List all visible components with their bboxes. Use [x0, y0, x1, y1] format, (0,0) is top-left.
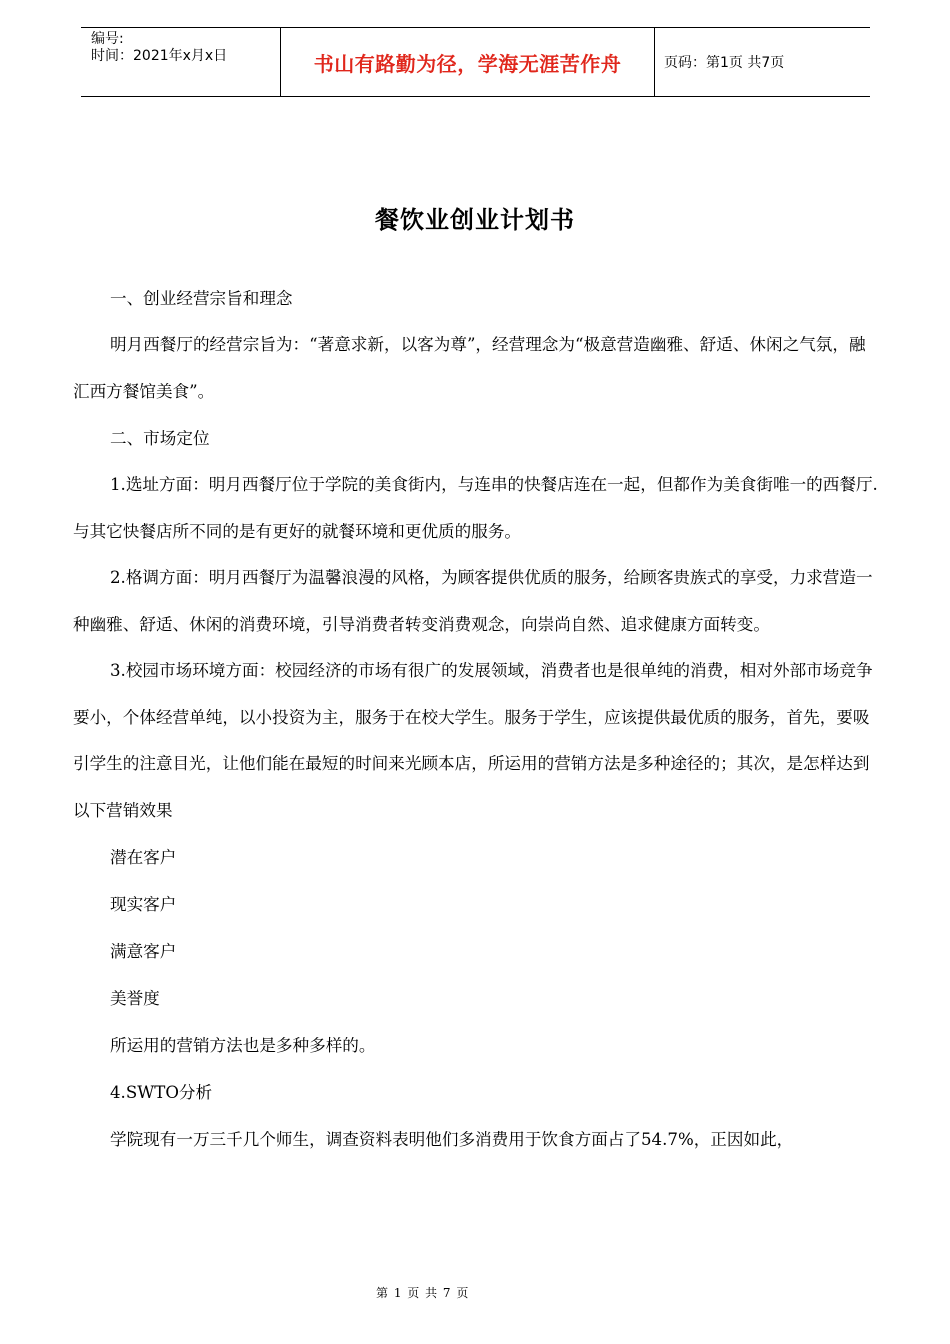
number-label: 编号:	[91, 31, 124, 47]
paragraph: 满意客户	[110, 942, 177, 961]
paragraph: 美誉度	[110, 989, 160, 1008]
paragraph: 一、创业经营宗旨和理念	[110, 289, 293, 308]
paragraph: 明月西餐厅的经营宗旨为：“著意求新，以客为尊”，经营理念为“极意营造幽雅、舒适、休闲之气氛，融汇西方餐馆美食”。	[73, 335, 866, 401]
header-meta	[81, 28, 281, 96]
paragraph: 3.校园市场环境方面：校园经济的市场有很广的发展领域，消费者也是很单纯的消费，相对外部市场竞争要小，个体经营单纯，以小投资为主，服务于在校大学生。服务于学生，应该提供最优质的服务，首先，要吸引学生的注意目光，让他们能在最短的时间来光顾本店，所运用的营销方法是多种途径的；其次，是怎样达到以下营销效果	[73, 661, 873, 820]
header-motto: 书山有路勤为径，学海无涯苦作舟	[281, 28, 655, 96]
paragraph: 现实客户	[110, 895, 177, 914]
paragraph: 所运用的营销方法也是多种多样的。	[110, 1036, 376, 1055]
paragraph: 1.选址方面：明月西餐厅位于学院的美食街内，与连串的快餐店连在一起，但都作为美食街唯一的西餐厅.与其它快餐店所不同的是有更好的就餐环境和更优质的服务。	[73, 475, 878, 541]
paragraph: 潜在客户	[110, 848, 177, 867]
paragraph: 4.SWTO分析	[110, 1083, 213, 1102]
document-body	[73, 275, 879, 1163]
page-footer: 第 1 页 共 7 页	[376, 1286, 470, 1300]
paragraph: 学院现有一万三千几个师生，调查资料表明他们多消费用于饮食方面占了54.7%，正因如此，	[110, 1130, 794, 1149]
document-title: 餐饮业创业计划书	[375, 206, 575, 234]
header-page-label: 页码：第1页 共7页	[664, 55, 785, 71]
paragraph: 2.格调方面：明月西餐厅为温馨浪漫的风格，为顾客提供优质的服务，给顾客贵族式的享受，力求营造一种幽雅、舒适、休闲的消费环境，引导消费者转变消费观念，向崇尚自然、追求健康方面转变。	[73, 568, 873, 634]
page-header	[81, 27, 870, 97]
time-label: 时间：2021年x月x日	[91, 48, 228, 64]
paragraph: 二、市场定位	[110, 429, 210, 448]
